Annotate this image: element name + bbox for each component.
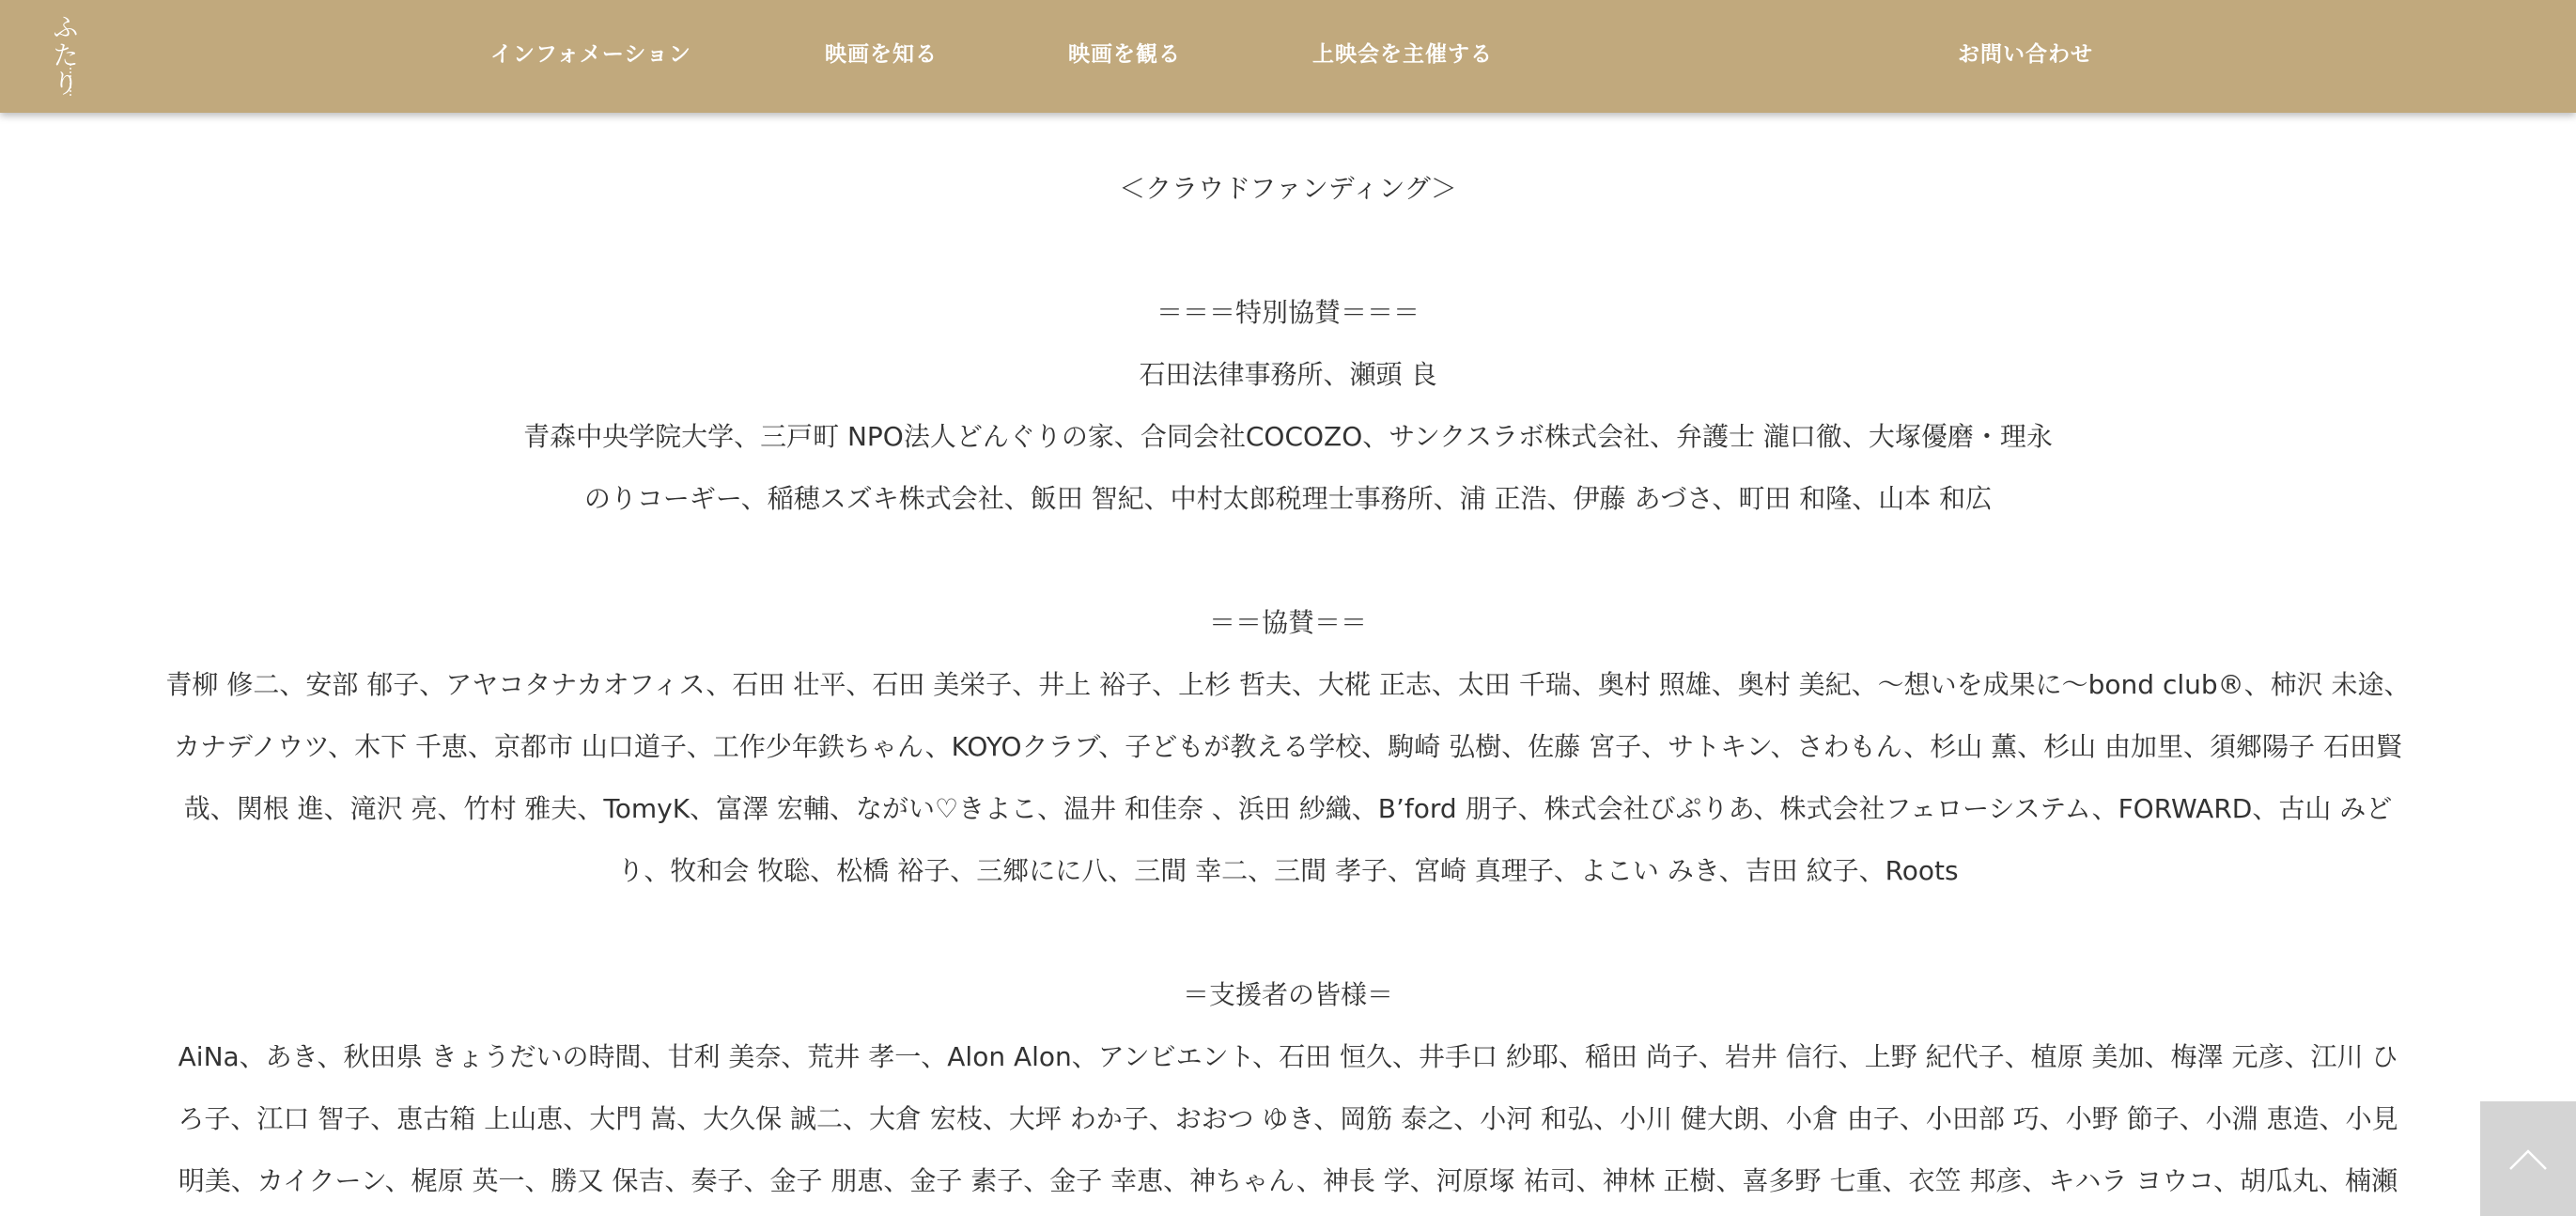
sponsor-line: カナデノウツ、木下 千恵、京都市 山口道子、工作少年鉄ちゃん、KOYOクラブ、子どもが教える学校、駒崎 弘樹、佐藤 宮子、サトキン、さわもん、杉山 薫、杉山 由加里、須郷陽子 石田賢: [174, 731, 2402, 762]
spacer: [160, 220, 2416, 282]
sponsor-line: り、牧和会 牧聡、松橋 裕子、三郷にに八、三間 幸二、三間 孝子、宮崎 真理子、よこい みき、吉田 紋子、Roots: [617, 855, 1959, 886]
logo-text: ふたり: [49, 13, 80, 98]
spacer: [160, 530, 2416, 592]
supporters-line: ろ子、江口 智子、恵古箱 上山恵、大門 嵩、大久保 誠二、大倉 宏枝、大坪 わか子、おおつ ゆき、岡筋 泰之、小河 和弘、小川 健大朗、小倉 由子、小田部 巧、小野 節子、小淵 恵造、小見: [178, 1103, 2398, 1134]
special-sponsor-line: 青森中央学院大学、三戸町 NPO法人どんぐりの家、合同会社COCOZO、サンクスラボ株式会社、弁護士 瀧口徹、大塚優磨・理永: [523, 421, 2053, 452]
supporters-line: AiNa、あき、秋田県 きょうだいの時間、甘利 美奈、荒井 孝一、Alon Alon、アンビエント、石田 恒久、井手口 紗耶、稲田 尚子、岩井 信行、上野 紀代子、植原 美加、梅澤 元彦、江川 ひ: [178, 1041, 2398, 1072]
nav-item-information[interactable]: インフォメーション: [490, 42, 691, 67]
spacer: [160, 902, 2416, 964]
nav-item-host-screening[interactable]: 上映会を主催する: [1312, 42, 1493, 67]
special-sponsor-line: 石田法律事務所、瀬頭 良: [1139, 359, 1437, 390]
special-sponsor-line: のりコーギー、稲穂スズキ株式会社、飯田 智紀、中村太郎税理士事務所、浦 正浩、伊藤 あづさ、町田 和隆、山本 和広: [583, 483, 1993, 514]
site-header: [0, 0, 2576, 113]
nav-item-about-film[interactable]: 映画を知る: [825, 42, 938, 67]
sponsor-line: 青柳 修二、安部 郁子、アヤコタナカオフィス、石田 壮平、石田 美栄子、井上 裕子、上杉 哲夫、大椛 正志、太田 千瑞、奥村 照雄、奥村 美紀、〜想いを成果に〜bond club®、柿沢 未途、: [165, 669, 2411, 700]
crowdfunding-heading: ＜クラウドファンディング＞: [1119, 173, 1457, 204]
site-logo[interactable]: [45, 13, 83, 100]
sponsor-content: [160, 158, 2416, 1212]
chevron-up-icon: [2506, 1143, 2550, 1175]
special-sponsor-heading: ＝＝＝特別協賛＝＝＝: [1156, 297, 1420, 328]
scroll-to-top-button[interactable]: [2480, 1101, 2576, 1216]
nav-item-contact[interactable]: お問い合わせ: [1958, 42, 2093, 67]
sponsor-line: 哉、関根 進、滝沢 亮、竹村 雅夫、TomyK、富澤 宏輔、ながい♡きよこ、温井 和佳奈 、浜田 紗織、B’ford 朋子、株式会社びぷりあ、株式会社フェローシステム、FORWARD、古山 みど: [183, 793, 2393, 824]
supporters-line: 明美、カイクーン、梶原 英一、勝又 保吉、奏子、金子 朋恵、金子 素子、金子 幸恵、神ちゃん、神長 学、河原塚 祐司、神林 正樹、喜多野 七重、衣笠 邦彦、キハラ ヨウコ、胡瓜丸、楠瀬: [178, 1165, 2398, 1196]
logo-decoration: [70, 64, 75, 96]
nav-item-watch-film[interactable]: 映画を観る: [1068, 42, 1181, 67]
sponsor-heading: ＝＝協賛＝＝: [1208, 607, 1367, 638]
supporters-heading: ＝支援者の皆様＝: [1182, 979, 1393, 1010]
